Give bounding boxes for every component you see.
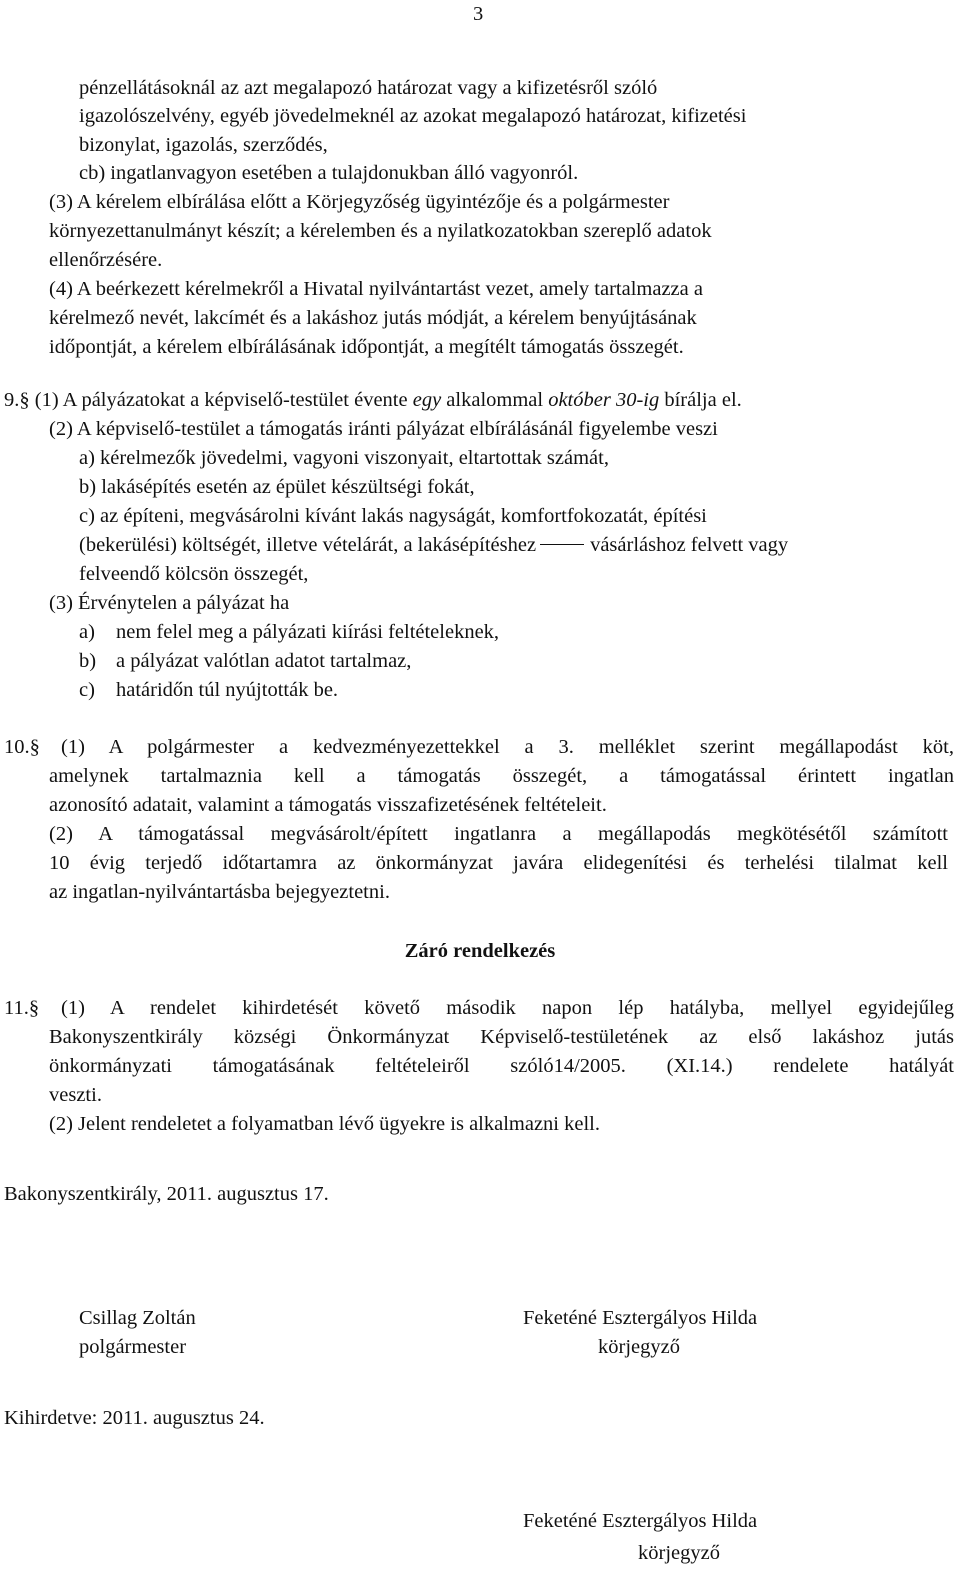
text-line: (2) A képviselő-testület a támogatás iránti pályázat elbírálásánál figyelembe veszi <box>49 418 718 440</box>
text-line: kérelmező nevét, lakcímét és a lakáshoz jutás módját, a kérelem benyújtásának <box>49 307 697 329</box>
em-dash <box>540 544 584 545</box>
signatory-name: Feketéné Esztergályos Hilda <box>523 1510 758 1532</box>
place-date: Bakonyszentkirály, 2011. augusztus 17. <box>4 1183 329 1205</box>
list-item: nem felel meg a pályázati kiírási feltételeknek, <box>116 621 500 643</box>
paragraph-text: (1) A pályázatokat a képviselő-testület évente <box>34 389 413 411</box>
text-line: amelynek tartalmaznia kell a támogatás összegét, a támogatással érintett ingatlan <box>49 765 954 787</box>
paragraph-text: bírálja el. <box>659 389 742 411</box>
announcement-date: Kihirdetve: 2011. augusztus 24. <box>4 1407 265 1429</box>
paragraph-text: alkalommal <box>441 389 549 411</box>
text-line: cb) ingatlanvagyon esetében a tulajdonukban álló vagyonról. <box>79 162 579 184</box>
text-line: pénzellátásoknál az azt megalapozó határozat vagy a kifizetésről szóló <box>79 77 658 99</box>
section-number: 9. <box>4 389 20 411</box>
list-item: b) lakásépítés esetén az épület készültségi fokát, <box>79 476 475 498</box>
text-line: veszti. <box>49 1084 102 1106</box>
text-line: 10 évig terjedő időtartamra az önkormányzat javára elidegenítési és terhelési tilalmat kell <box>49 852 948 874</box>
list-key: b) <box>79 650 97 672</box>
list-item: c) az építeni, megvásárolni kívánt lakás nagyságát, komfortfokozatát, építési <box>79 505 707 527</box>
text-line: időpontját, a kérelem elbírálásának időpontját, a megítélt támogatás összegét. <box>49 336 684 358</box>
text-fragment: (bekerülési) költségét, illetve vételárát, a lakásépítéshez <box>79 534 537 556</box>
text-line: azonosító adatait, valamint a támogatás visszafizetésének feltételeit. <box>49 794 607 816</box>
section-9-first-line <box>4 390 742 411</box>
text-line: (1) A polgármester a kedvezményezettekkel a 3. melléklet szerint megállapodást köt, <box>61 736 954 758</box>
section-heading: Záró rendelkezés <box>404 940 556 962</box>
text-line: környezettanulmányt készít; a kérelemben és a nyilatkozatokban szereplő adatok <box>49 220 712 242</box>
text-line: önkormányzati támogatásának feltételeiről szóló14/2005. (XI.14.) rendelete hatályát <box>49 1055 954 1077</box>
text-line: (2) Jelent rendeletet a folyamatban lévő ügyekre is alkalmazni kell. <box>49 1113 600 1135</box>
section-sign: § <box>29 736 40 758</box>
text-fragment: vásárláshoz felvett vagy <box>590 534 789 556</box>
list-item-continuation: felveendő kölcsön összegét, <box>79 563 309 585</box>
page-number: 3 <box>473 3 484 25</box>
signatory-title: polgármester <box>79 1336 187 1358</box>
section-number: 11. <box>4 997 29 1019</box>
text-line: (3) Érvénytelen a pályázat ha <box>49 592 290 614</box>
signatory-name: Feketéné Esztergályos Hilda <box>523 1307 758 1329</box>
emphasis-text: egy <box>412 389 442 411</box>
list-item: a pályázat valótlan adatot tartalmaz, <box>116 650 412 672</box>
signatory-title: körjegyző <box>638 1542 720 1564</box>
list-item-continuation <box>79 535 788 556</box>
text-line: (4) A beérkezett kérelmekről a Hivatal nyilvántartást vezet, amely tartalmazza a <box>49 278 703 300</box>
text-line: (2) A támogatással megvásárolt/épített ingatlanra a megállapodás megkötésétől számított <box>49 823 948 845</box>
text-line: (1) A rendelet kihirdetését követő második napon lép hatályba, mellyel egyidejűleg <box>61 997 954 1019</box>
section-number-block <box>4 998 39 1019</box>
text-line: igazolószelvény, egyéb jövedelmeknél az azokat megalapozó határozat, kifizetési <box>79 105 747 127</box>
section-number: 10. <box>4 736 30 758</box>
section-sign: § <box>19 389 30 411</box>
text-line: ellenőrzésére. <box>49 249 163 271</box>
list-key: a) <box>79 621 95 643</box>
text-line: (3) A kérelem elbírálása előtt a Körjegyzőség ügyintézője és a polgármester <box>49 191 670 213</box>
list-item: a) kérelmezők jövedelmi, vagyoni viszonyait, eltartottak számát, <box>79 447 609 469</box>
section-number-block <box>4 737 40 758</box>
list-key: c) <box>79 679 95 701</box>
section-sign: § <box>28 997 40 1019</box>
text-line: az ingatlan-nyilvántartásba bejegyeztetni. <box>49 881 390 903</box>
signatory-title: körjegyző <box>598 1336 680 1358</box>
list-item: határidőn túl nyújtották be. <box>116 679 339 701</box>
text-line: Bakonyszentkirály községi Önkormányzat Képviselő-testületének az első lakáshoz jutás <box>49 1026 954 1048</box>
signatory-name: Csillag Zoltán <box>79 1307 196 1329</box>
text-line: bizonylat, igazolás, szerződés, <box>79 134 328 156</box>
emphasis-text: október 30-ig <box>548 389 660 411</box>
